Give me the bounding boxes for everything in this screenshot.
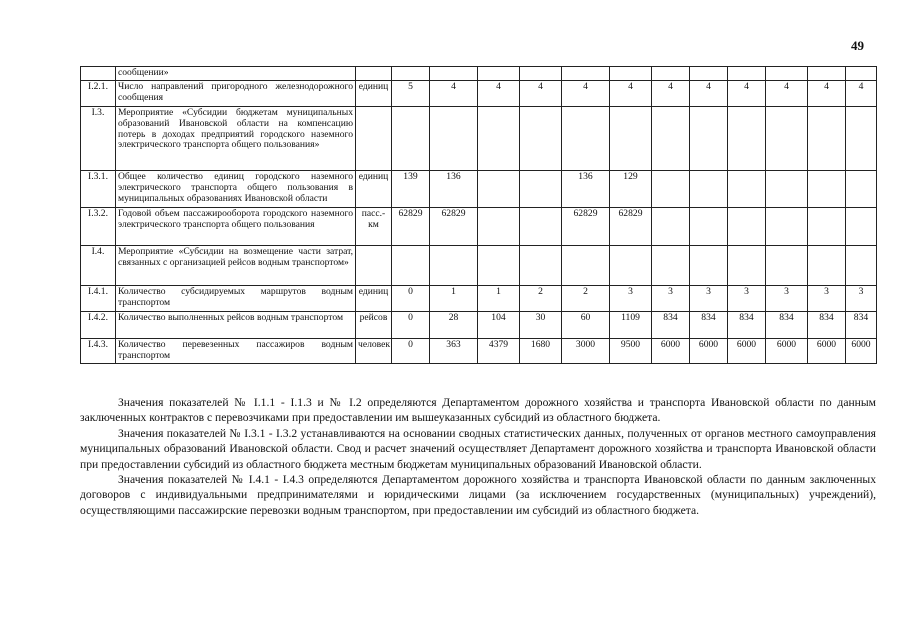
indicator-value [562, 246, 610, 286]
indicator-value: 4 [562, 81, 610, 107]
indicator-value [478, 107, 520, 171]
indicator-name: Число направлений пригородного железнодорожного сообщения [116, 81, 356, 107]
table-row [81, 107, 877, 171]
note-paragraph: Значения показателей № I.4.1 - I.4.3 определяются Департаментом дорожного хозяйства и транспорта Ивановской области по данным заключенных договоров с индивидуальными предпринимателями и юридическими лицами (за исключением государственных (муниципальных) учреждений), осуществляющими пассажирские перевозки водным транспортом, при предоставлении им субсидий из областного бюджета. [80, 473, 876, 517]
indicator-value: 28 [430, 312, 478, 339]
indicator-value: 62829 [610, 208, 652, 246]
notes-section [80, 395, 876, 518]
indicator-value [430, 67, 478, 81]
indicator-unit: единиц [356, 81, 392, 107]
indicator-value: 136 [430, 171, 478, 208]
indicator-value: 3 [766, 286, 808, 312]
indicator-value [808, 208, 846, 246]
indicator-value [652, 246, 690, 286]
indicator-unit: рейсов [356, 312, 392, 339]
page-number: 49 [851, 38, 864, 53]
indicator-value: 4 [610, 81, 652, 107]
indicator-value: 1 [478, 286, 520, 312]
indicator-value [610, 246, 652, 286]
indicator-value: 6000 [808, 339, 846, 364]
indicator-value [728, 208, 766, 246]
indicator-value: 139 [392, 171, 430, 208]
indicator-value [766, 246, 808, 286]
indicator-value: 1109 [610, 312, 652, 339]
indicator-value: 6000 [652, 339, 690, 364]
indicator-value: 834 [808, 312, 846, 339]
indicator-value: 5 [392, 81, 430, 107]
indicator-value: 834 [690, 312, 728, 339]
indicator-number: I.3. [81, 107, 116, 171]
indicator-value: 6000 [690, 339, 728, 364]
indicator-value [430, 246, 478, 286]
indicator-number: I.2.1. [81, 81, 116, 107]
indicator-value: 834 [728, 312, 766, 339]
indicator-value: 129 [610, 171, 652, 208]
indicator-value: 4379 [478, 339, 520, 364]
indicator-unit: единиц [356, 286, 392, 312]
indicator-name: Мероприятие «Субсидии на возмещение части затрат, связанных с организацией рейсов водным транспортом» [116, 246, 356, 286]
indicator-value [728, 246, 766, 286]
indicator-value: 3 [846, 286, 877, 312]
indicator-value [690, 208, 728, 246]
indicator-value [766, 107, 808, 171]
indicator-value: 60 [562, 312, 610, 339]
indicator-value: 3000 [562, 339, 610, 364]
indicator-value [846, 171, 877, 208]
indicator-name: Количество перевезенных пассажиров водным транспортом [116, 339, 356, 364]
indicator-number: I.4.3. [81, 339, 116, 364]
indicator-value: 4 [520, 81, 562, 107]
indicator-unit: единиц [356, 171, 392, 208]
indicator-value [652, 67, 690, 81]
indicator-value [520, 67, 562, 81]
indicator-value [808, 67, 846, 81]
indicator-value: 834 [846, 312, 877, 339]
table-row [81, 286, 877, 312]
indicator-value: 834 [766, 312, 808, 339]
indicator-number: I.4.2. [81, 312, 116, 339]
indicator-value: 3 [610, 286, 652, 312]
indicator-value [766, 171, 808, 208]
indicator-value: 9500 [610, 339, 652, 364]
indicator-value: 3 [690, 286, 728, 312]
indicator-number: I.4. [81, 246, 116, 286]
note-paragraph: Значения показателей № I.3.1 - I.3.2 устанавливаются на основании сводных статистических данных, полученных от органов местного самоуправления муниципальных образований Ивановской области. Свод и расчет значений осуществляет Департамент дорожного хозяйства и транспорта Ивановской области при предоставлении субсидий из областного бюджета местным бюджетам муниципальных образований Ивановской области. [80, 426, 876, 471]
indicator-unit [356, 107, 392, 171]
indicator-value: 104 [478, 312, 520, 339]
indicator-name: Количество субсидируемых маршрутов водным транспортом [116, 286, 356, 312]
indicator-value [392, 67, 430, 81]
indicator-value [520, 107, 562, 171]
indicator-value: 4 [478, 81, 520, 107]
indicator-value: 2 [562, 286, 610, 312]
indicator-value [846, 67, 877, 81]
indicator-number [81, 67, 116, 81]
indicator-value [520, 171, 562, 208]
table-row [81, 81, 877, 107]
indicator-value [808, 246, 846, 286]
indicator-value: 4 [808, 81, 846, 107]
table-body [81, 67, 877, 364]
indicator-number: I.3.1. [81, 171, 116, 208]
indicator-value [478, 171, 520, 208]
indicators-table [80, 66, 877, 364]
indicator-value [690, 246, 728, 286]
indicator-value: 30 [520, 312, 562, 339]
indicator-value [690, 67, 728, 81]
indicator-value [766, 67, 808, 81]
indicator-value: 363 [430, 339, 478, 364]
indicator-value [728, 67, 766, 81]
indicator-value: 4 [728, 81, 766, 107]
table-row [81, 339, 877, 364]
indicator-value [808, 107, 846, 171]
indicator-name: Мероприятие «Субсидии бюджетам муниципальных образований Ивановской области на компенсацию потерь в доходах предприятий городского наземного электрического транспорта общего пользования» [116, 107, 356, 171]
indicator-unit [356, 67, 392, 81]
indicator-value [610, 67, 652, 81]
indicator-value [808, 171, 846, 208]
indicator-value [652, 208, 690, 246]
indicator-value: 6000 [728, 339, 766, 364]
table-row [81, 312, 877, 339]
table-row [81, 67, 877, 81]
indicator-value [846, 107, 877, 171]
indicator-name: Количество выполненных рейсов водным транспортом [116, 312, 356, 339]
indicator-value: 4 [690, 81, 728, 107]
indicator-value: 0 [392, 312, 430, 339]
indicator-value [478, 67, 520, 81]
table-row [81, 208, 877, 246]
indicator-value: 3 [728, 286, 766, 312]
indicator-value [562, 107, 610, 171]
table-row [81, 171, 877, 208]
indicator-value [392, 107, 430, 171]
indicator-value: 834 [652, 312, 690, 339]
indicator-value [478, 246, 520, 286]
note-paragraph: Значения показателей № I.1.1 - I.1.3 и № I.2 определяются Департаментом дорожного хозяйства и транспорта Ивановской области по данным заключенных контрактов с перевозчиками при предоставлении им вышеуказанных субсидий из областного бюджета. [80, 396, 876, 425]
indicator-name: Общее количество единиц городского наземного электрического транспорта общего пользования в муниципальных образованиях Ивановской области [116, 171, 356, 208]
indicator-value: 3 [652, 286, 690, 312]
indicator-value [846, 246, 877, 286]
indicator-value: 0 [392, 286, 430, 312]
indicator-value: 0 [392, 339, 430, 364]
indicator-value [690, 107, 728, 171]
indicator-value [520, 208, 562, 246]
indicator-value: 4 [652, 81, 690, 107]
indicator-value [728, 171, 766, 208]
indicator-value: 62829 [392, 208, 430, 246]
indicator-value: 62829 [562, 208, 610, 246]
table-row [81, 246, 877, 286]
indicator-value [766, 208, 808, 246]
indicator-value [690, 171, 728, 208]
indicator-value [652, 171, 690, 208]
indicator-number: I.3.2. [81, 208, 116, 246]
indicator-value: 136 [562, 171, 610, 208]
indicator-value [562, 67, 610, 81]
indicator-value: 6000 [846, 339, 877, 364]
indicator-value [520, 246, 562, 286]
indicator-name: Годовой объем пассажирооборота городского наземного электрического транспорта общего пользования [116, 208, 356, 246]
indicator-value: 4 [766, 81, 808, 107]
indicator-value [478, 208, 520, 246]
indicator-value [610, 107, 652, 171]
indicator-value: 4 [430, 81, 478, 107]
indicator-name: сообщении» [116, 67, 356, 81]
indicator-value: 62829 [430, 208, 478, 246]
indicator-value: 6000 [766, 339, 808, 364]
indicator-number: I.4.1. [81, 286, 116, 312]
indicator-value: 3 [808, 286, 846, 312]
indicator-value [392, 246, 430, 286]
indicator-value: 2 [520, 286, 562, 312]
indicator-unit: пасс.-км [356, 208, 392, 246]
indicator-value [728, 107, 766, 171]
indicator-value: 1680 [520, 339, 562, 364]
indicator-value [652, 107, 690, 171]
indicator-unit: человек [356, 339, 392, 364]
indicator-value: 1 [430, 286, 478, 312]
indicator-value [846, 208, 877, 246]
indicator-value [430, 107, 478, 171]
indicator-value: 4 [846, 81, 877, 107]
indicator-unit [356, 246, 392, 286]
